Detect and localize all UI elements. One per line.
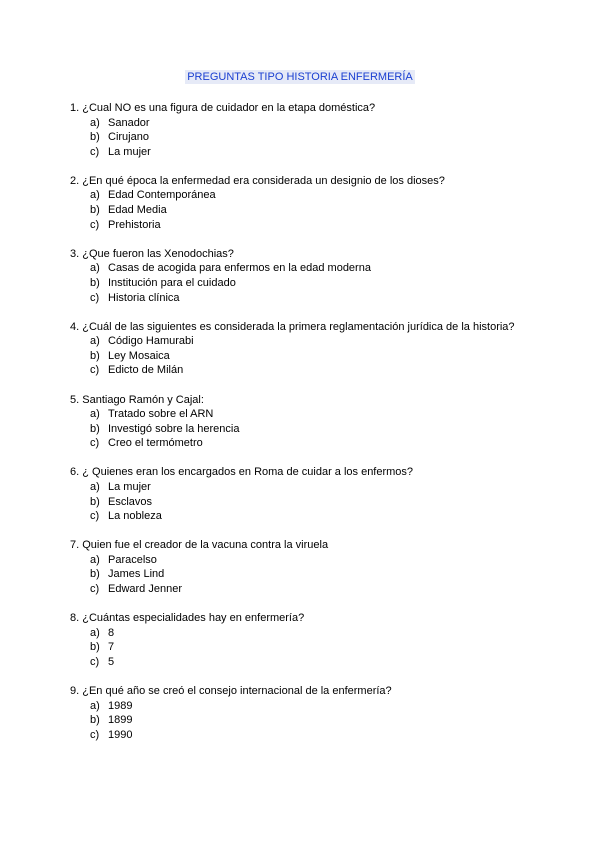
option-b [70,640,570,655]
option-a [70,334,570,349]
option-text: 8 [108,626,115,639]
option-c [70,363,570,378]
question-prompt: ¿Cuál de las siguientes es considerada la primera reglamentación jurídica de la historia? [82,320,515,333]
option-letter: a) [90,553,100,566]
question-number: 5. [70,393,80,406]
question-5 [70,393,570,451]
question-4 [70,320,570,378]
question-number: 9. [70,685,80,697]
option-letter: a) [90,480,100,493]
option-letter: a) [90,699,100,712]
option-letter: c) [90,510,100,523]
option-a [70,116,570,131]
option-letter: a) [90,116,100,129]
option-c [70,436,570,451]
option-b [70,422,570,437]
option-text: Ley Mosaica [108,349,170,362]
option-letter: c) [90,437,100,450]
option-list [70,480,570,524]
option-text: Creo el termómetro [108,437,203,450]
option-letter: b) [90,714,100,727]
option-letter: c) [90,218,100,231]
question-prompt: ¿En qué año se creó el consejo internacional de la enfermería? [82,685,392,697]
option-text: James Lind [108,568,165,581]
option-a [70,407,570,422]
question-text [70,101,570,116]
option-a [70,626,570,641]
question-text [70,247,570,262]
option-text: Investigó sobre la herencia [108,422,240,435]
option-c [70,509,570,524]
question-text [70,320,570,335]
question-8 [70,611,570,669]
option-b [70,495,570,510]
question-number: 1. [70,102,80,114]
option-text: Institución para el cuidado [108,276,236,289]
option-text: La nobleza [108,510,162,523]
option-b [70,276,570,291]
option-letter: b) [90,568,100,581]
question-number: 4. [70,320,80,333]
option-text: 7 [108,641,115,654]
option-text: 1989 [108,699,133,712]
question-6 [70,465,570,523]
question-prompt: Quien fue el creador de la vacuna contra la viruela [82,539,329,552]
option-b [70,203,570,218]
option-text: 1990 [108,728,133,741]
option-c [70,655,570,670]
option-a [70,188,570,203]
option-letter: c) [90,655,100,668]
question-1 [70,101,570,159]
question-text [70,393,570,408]
option-a [70,553,570,568]
option-text: Esclavos [108,495,153,508]
option-b [70,713,570,728]
option-letter: a) [90,626,100,639]
question-7 [70,538,570,596]
option-list [70,188,570,232]
option-text: 5 [108,655,115,668]
question-prompt: ¿Que fueron las Xenodochias? [82,247,234,260]
option-b [70,349,570,364]
question-prompt: ¿Cual NO es una figura de cuidador en la etapa doméstica? [82,102,376,114]
option-text: Edicto de Milán [108,364,184,377]
question-number: 8. [70,612,80,625]
question-9 [70,684,570,742]
page-title [0,71,600,84]
option-c [70,218,570,233]
question-prompt: Santiago Ramón y Cajal: [82,393,204,406]
option-c [70,291,570,306]
option-letter: c) [90,364,100,377]
option-letter: c) [90,291,100,304]
question-text [70,684,570,699]
option-letter: a) [90,262,100,275]
option-text: Edad Contemporánea [108,189,216,202]
option-a [70,699,570,714]
option-letter: b) [90,495,100,508]
question-number: 6. [70,466,80,479]
question-prompt: ¿ Quienes eran los encargados en Roma de cuidar a los enfermos? [82,466,414,479]
option-text: La mujer [108,145,151,158]
option-list [70,699,570,743]
question-prompt: ¿En qué época la enfermedad era considerada un designio de los dioses? [82,174,445,187]
option-list [70,116,570,160]
option-list [70,407,570,451]
option-text: Historia clínica [108,291,180,304]
option-letter: b) [90,276,100,289]
question-text [70,465,570,480]
option-text: Código Hamurabi [108,335,194,348]
option-text: Edward Jenner [108,583,182,596]
question-prompt: ¿Cuántas especialidades hay en enfermería? [82,612,305,625]
option-list [70,334,570,378]
option-text: Tratado sobre el ARN [108,408,214,421]
option-b [70,130,570,145]
question-text [70,174,570,189]
option-letter: c) [90,145,100,158]
question-text [70,538,570,553]
question-number: 7. [70,539,80,552]
option-letter: b) [90,422,100,435]
option-a [70,261,570,276]
question-text [70,611,570,626]
option-list [70,553,570,597]
question-3 [70,247,570,305]
option-letter: b) [90,641,100,654]
option-letter: a) [90,335,100,348]
option-letter: b) [90,204,100,217]
option-text: 1899 [108,714,133,727]
option-text: Paracelso [108,553,157,566]
option-letter: c) [90,728,100,741]
option-c [70,728,570,743]
question-list [70,101,570,757]
option-list [70,261,570,305]
option-text: Edad Media [108,204,167,217]
question-number: 2. [70,174,80,187]
option-text: Casas de acogida para enfermos en la edad moderna [108,262,371,275]
page-title-text: PREGUNTAS TIPO HISTORIA ENFERMERÍA [187,71,413,83]
option-text: La mujer [108,480,151,493]
question-2 [70,174,570,232]
option-b [70,567,570,582]
option-letter: a) [90,189,100,202]
option-a [70,480,570,495]
option-text: Sanador [108,116,150,129]
option-letter: b) [90,349,100,362]
option-text: Cirujano [108,131,149,144]
option-letter: a) [90,408,100,421]
question-number: 3. [70,247,80,260]
option-c [70,582,570,597]
option-letter: b) [90,131,100,144]
option-letter: c) [90,583,100,596]
option-text: Prehistoria [108,218,161,231]
option-c [70,145,570,160]
option-list [70,626,570,670]
